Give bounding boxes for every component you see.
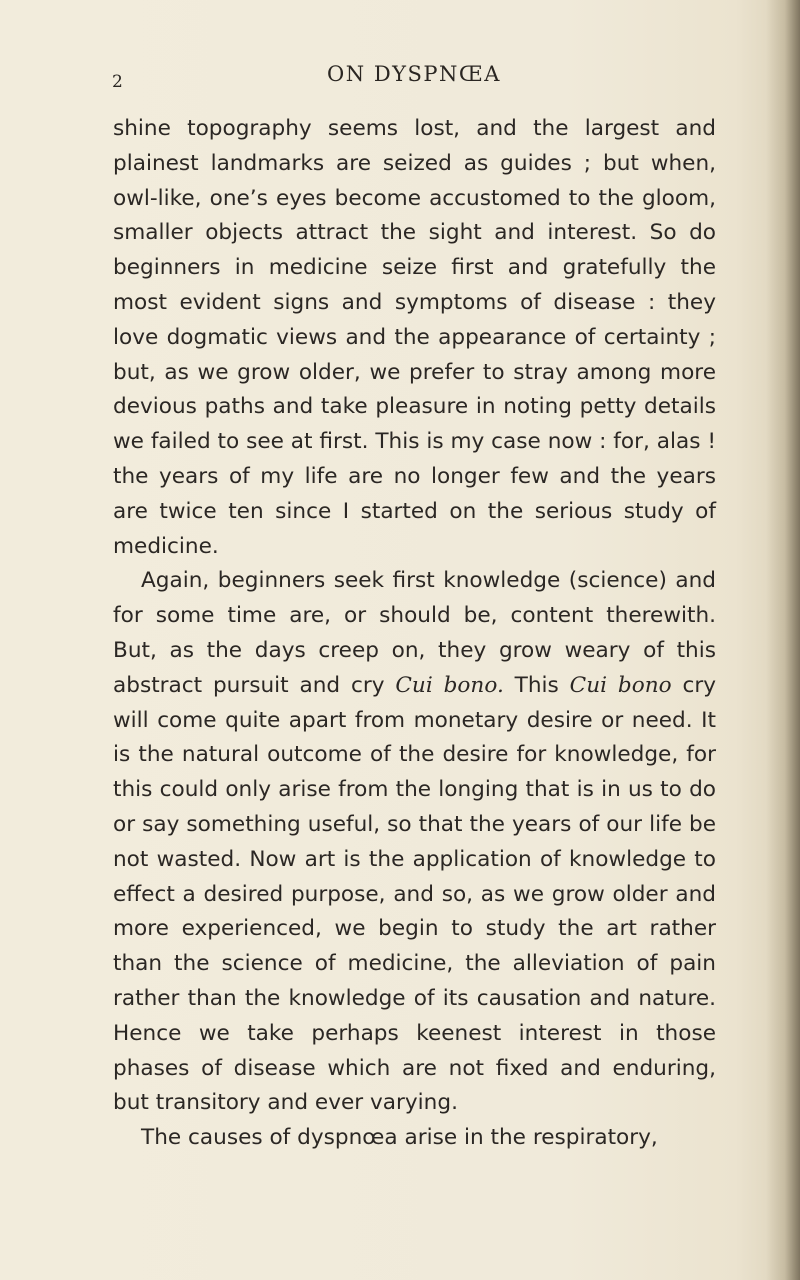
page-gutter-shadow [766,0,800,1280]
page-header [112,62,716,92]
paragraph-2 [113,564,716,1121]
running-head: ON DYSPNŒA [327,62,501,86]
paragraph-1 [113,112,716,564]
paragraph-2-text-a: Again, beginners seek first knowledge (science) and for some time are, or should be, content therewith. But, as the days creep on, they grow weary of this abstract pursuit and cry [113,568,716,698]
paragraph-3-text: The causes of dyspnœa arise in the respiratory, [141,1125,658,1151]
paragraph-1-text: shine topography seems lost, and the largest and plainest landmarks are seized as guides ; but when, owl-like, one’s eyes become accustomed to the gloom, smaller objects attract the sight and interest. So do beginners in medicine seize first and gratefully the most evident signs and symptoms of disease : they love dogmatic views and the appearance of certainty ; but, as we grow older, we prefer to stray among more devious paths and take pleasure in noting petty details we failed to see at first. This is my case now : for, alas ! the years of my life are no longer few and the years are twice ten since I started on the serious study of medicine. [113,116,716,559]
latin-phrase: Cui bono. [395,672,504,698]
latin-phrase: Cui bono [569,672,672,698]
paragraph-2-text-c: cry will come quite apart from monetary desire or need. It is the natural outcome of the desire for knowledge, for this could only arise from the longing that is in us to do or say something useful, so that the years of our life be not wasted. Now art is the application of knowledge to effect a desired purpose, and so, as we grow older and more experienced, we begin to study the art rather than the science of medicine, the alleviation of pain rather than the knowledge of its causation and nature. Hence we take perhaps keenest interest in those phases of disease which are not fixed and enduring, but transitory and ever varying. [113,672,717,1116]
paragraph-2-text-b: This [503,672,570,698]
page-number: 2 [112,72,123,92]
paragraph-3 [113,1121,716,1156]
body-text [113,112,716,1156]
